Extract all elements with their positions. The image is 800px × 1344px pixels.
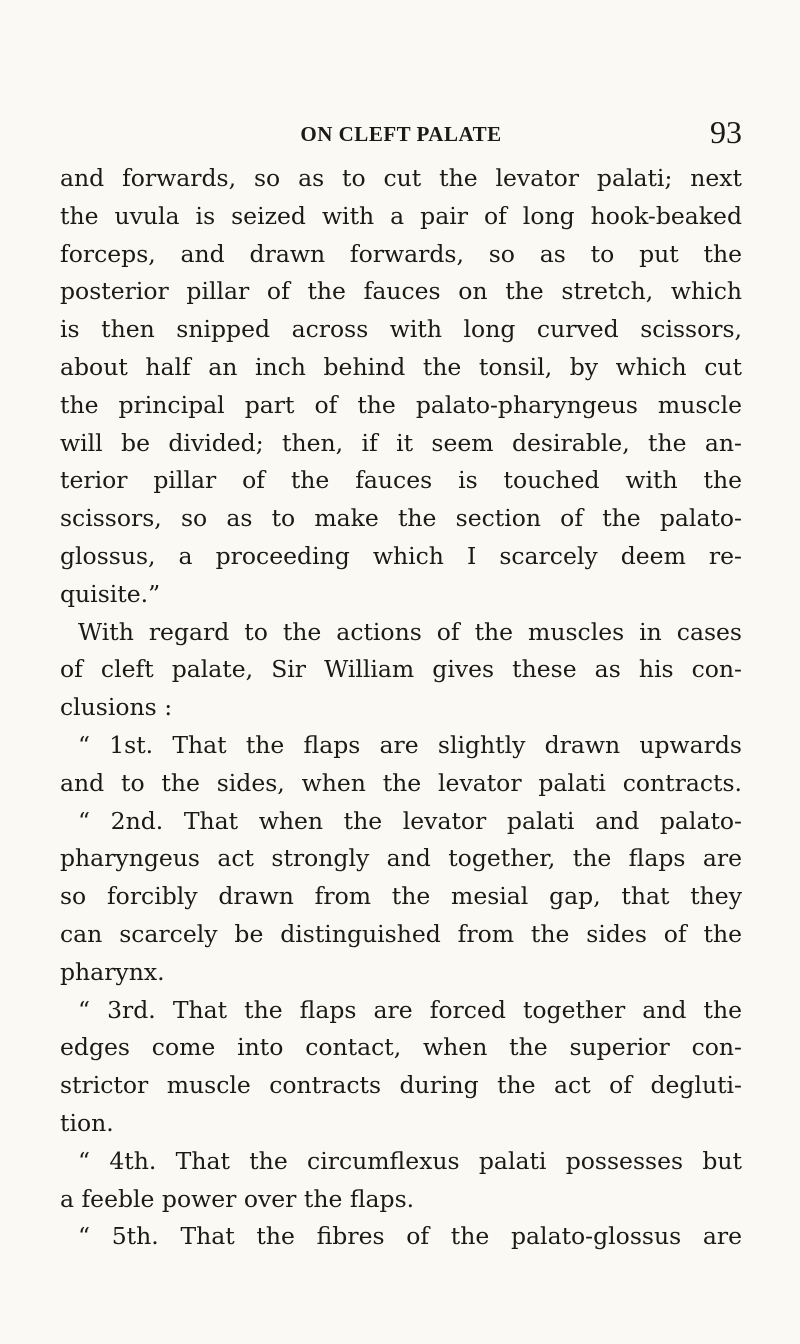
running-title: ON CLEFT PALATE: [300, 122, 502, 146]
text-line: and forwards, so as to cut the levator palati; next: [60, 164, 742, 192]
page-number: 93: [710, 114, 742, 150]
text-line: tion.: [60, 1108, 114, 1137]
text-line: a feeble power over the flaps.: [60, 1184, 415, 1213]
text-line: pharyngeus act strongly and together, the flaps are: [60, 844, 742, 873]
text-line: posterior pillar of the fauces on the stretch, which: [60, 277, 742, 306]
running-head: [60, 116, 742, 156]
text-line: forceps, and drawn forwards, so as to put the: [60, 239, 742, 268]
text-line: With regard to the actions of the muscles in cases: [78, 617, 742, 646]
text-line: the uvula is seized with a pair of long hook-beaked: [60, 201, 742, 230]
body-text: [60, 160, 742, 1256]
text-line: will be divided; then, if it seem desirable, the an-: [60, 428, 742, 457]
text-line: “ 5th. That the fibres of the palato-glossus are: [78, 1222, 742, 1251]
text-line: so forcibly drawn from the mesial gap, that they: [60, 882, 742, 911]
text-line: edges come into contact, when the superior con-: [60, 1033, 742, 1062]
text-line: the principal part of the palato-pharyngeus muscle: [60, 390, 742, 419]
text-line: “ 1st. That the flaps are slightly drawn upwards: [78, 730, 742, 759]
text-line: clusions :: [60, 693, 173, 722]
text-line: scissors, so as to make the section of the palato-: [60, 504, 742, 533]
text-line: and to the sides, when the levator palati contracts.: [60, 768, 742, 797]
text-line: “ 4th. That the circumflexus palati possesses but: [78, 1146, 742, 1175]
text-line: strictor muscle contracts during the act of degluti-: [60, 1071, 742, 1100]
text-line: of cleft palate, Sir William gives these as his con-: [60, 655, 742, 684]
text-line: “ 2nd. That when the levator palati and palato-: [78, 806, 742, 835]
text-line: can scarcely be distinguished from the sides of the: [60, 919, 742, 948]
text-line: glossus, a proceeding which I scarcely deem re-: [60, 541, 742, 570]
text-line: terior pillar of the fauces is touched with the: [60, 466, 742, 495]
text-line: about half an inch behind the tonsil, by which cut: [60, 352, 742, 381]
text-line: quisite.”: [60, 579, 161, 608]
text-line: “ 3rd. That the flaps are forced together and the: [78, 995, 742, 1024]
text-line: pharynx.: [60, 957, 165, 986]
text-line: is then snipped across with long curved scissors,: [60, 315, 742, 344]
